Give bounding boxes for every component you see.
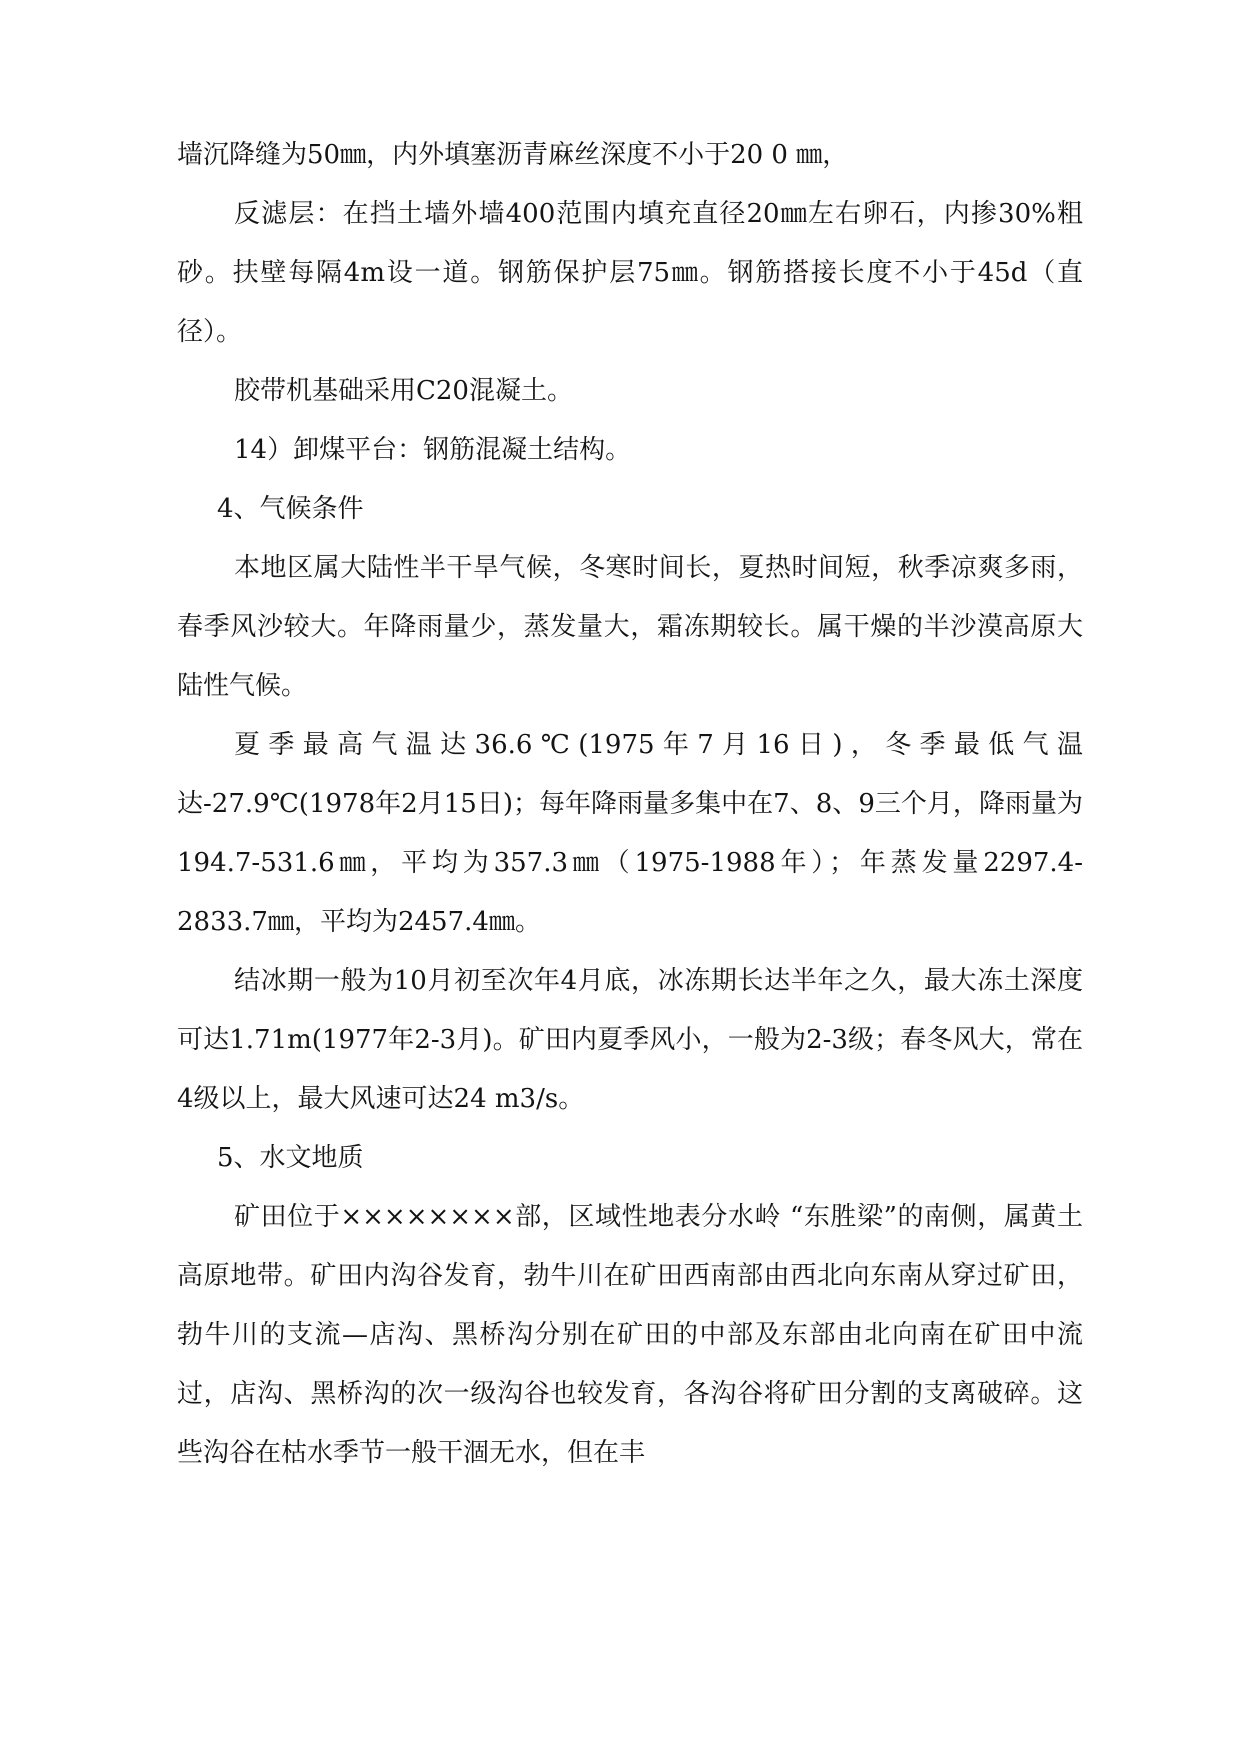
paragraph-unloading-platform: 14）卸煤平台：钢筋混凝土结构。 (234, 435, 632, 465)
paragraph-conveyor-foundation: 胶带机基础采用C20混凝土。 (234, 376, 573, 406)
paragraph-temperature-rainfall: 夏季最高气温达36.6℃(1975年7月16日)，冬季最低气温达-27.9℃(1978年2月15日)；每年降雨量多集中在7、8、9三个月，降雨量为194.7-531.6㎜，平均为357.3㎜（1975-1988年）；年蒸发量2297.4-2833.7㎜，平均为2457.4㎜。 (177, 730, 1083, 937)
paragraph-freezing-wind: 结冰期一般为10月初至次年4月底，冰冻期长达半年之久，最大冻土深度可达1.71m(1977年2-3月)。矿田内夏季风小，一般为2-3级；春冬风大，常在4级以上，最大风速可达24 m3/s。 (177, 966, 1083, 1114)
section-heading-hydrogeology: 5、水文地质 (217, 1143, 364, 1173)
section-heading-climate: 4、气候条件 (217, 494, 364, 524)
paragraph-hydrogeology: 矿田位于××××××××部，区域性地表分水岭 “东胜梁”的南侧，属黄土高原地带。矿田内沟谷发育，勃牛川在矿田西南部由西北向东南从穿过矿田，勃牛川的支流—店沟、黑桥沟分别在矿田的中部及东部由北向南在矿田中流过，店沟、黑桥沟的次一级沟谷也较发育，各沟谷将矿田分割的支离破碎。这些沟谷在枯水季节一般干涸无水，但在丰 (177, 1202, 1083, 1468)
document-body (177, 126, 1083, 1483)
paragraph-filter-layer: 反滤层：在挡土墙外墙400范围内填充直径20㎜左右卵石，内掺30%粗砂。扶壁每隔4m设一道。钢筋保护层75㎜。钢筋搭接长度不小于45d（直径）。 (177, 199, 1083, 347)
paragraph-settlement-joint: 墙沉降缝为50㎜，内外填塞沥青麻丝深度不小于20 0 ㎜， (177, 140, 849, 170)
paragraph-climate-overview: 本地区属大陆性半干旱气候，冬寒时间长，夏热时间短，秋季凉爽多雨，春季风沙较大。年降雨量少，蒸发量大，霜冻期较长。属干燥的半沙漠高原大陆性气候。 (177, 553, 1083, 701)
